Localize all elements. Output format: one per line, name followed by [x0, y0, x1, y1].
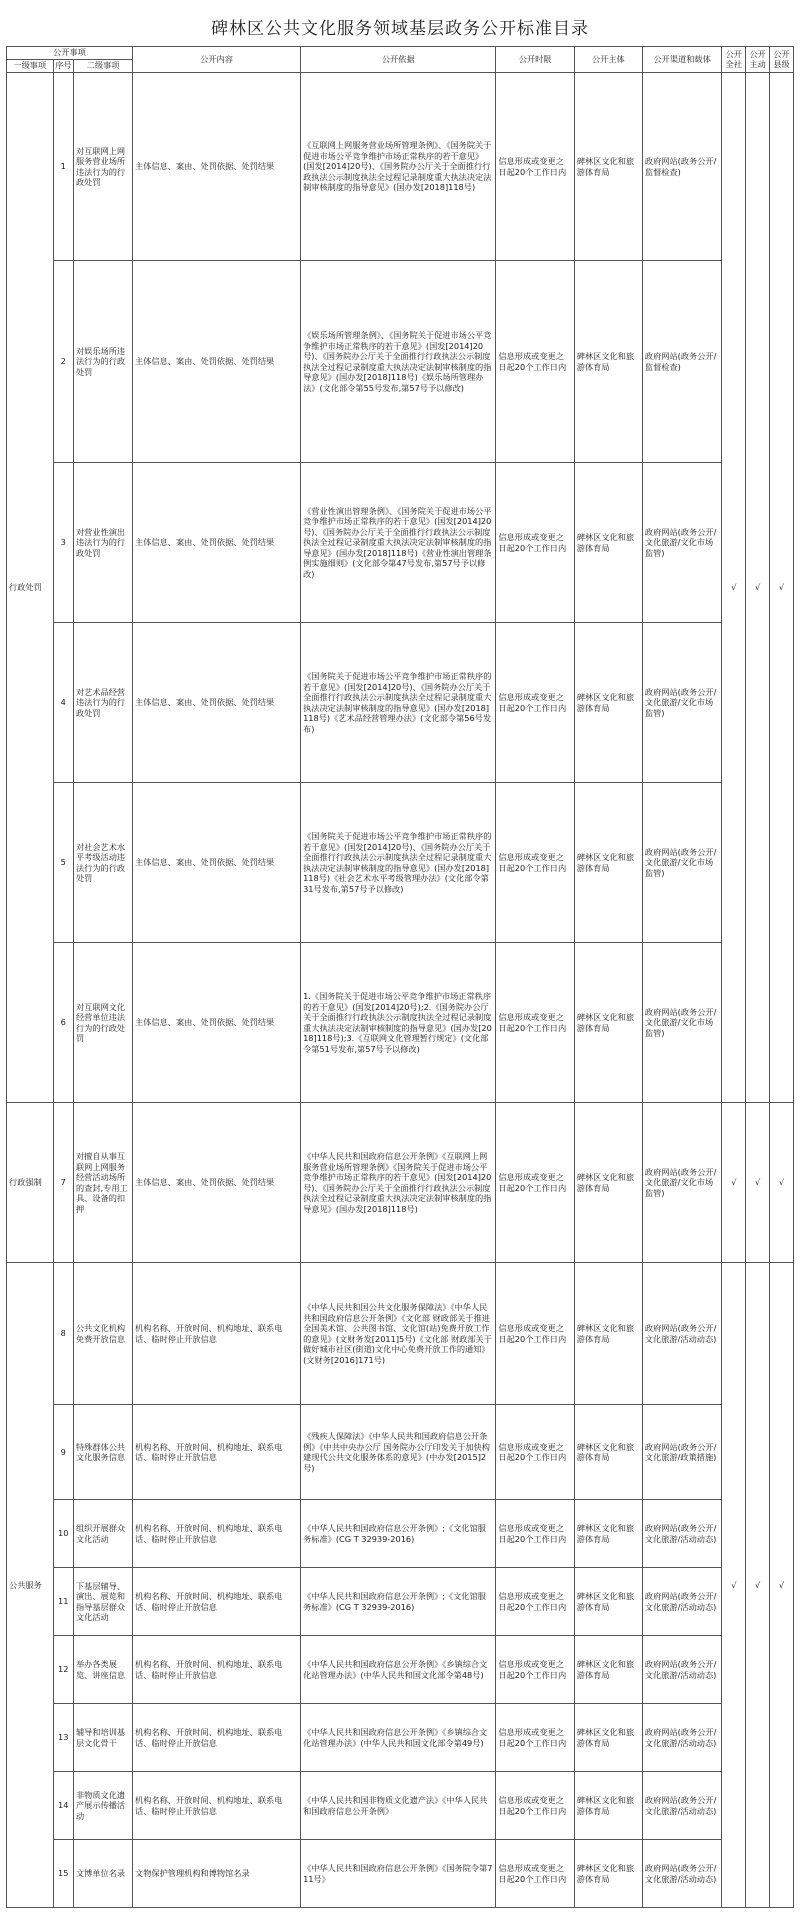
all-society-mark: √ — [722, 1103, 746, 1263]
seq-cell: 8 — [53, 1263, 73, 1405]
content-cell: 主体信息、案由、处罚依据、处罚结果 — [133, 1103, 301, 1263]
subject-cell: 碑林区文化和旅游体育局 — [574, 1636, 642, 1704]
channel-cell: 政府网站(政务公开/文化旅游/活动动态) — [642, 1500, 721, 1568]
table-row — [7, 463, 794, 623]
channel-cell: 政府网站(政务公开/监督检查) — [642, 73, 721, 261]
table-row — [7, 1840, 794, 1908]
content-cell: 主体信息、案由、处罚依据、处罚结果 — [133, 463, 301, 623]
table-row — [7, 1500, 794, 1568]
catalog-table — [6, 46, 794, 1908]
table-row — [7, 1568, 794, 1636]
level2-cell: 举办各类展览、讲座信息 — [73, 1636, 132, 1704]
county-mark: √ — [770, 1103, 794, 1263]
basis-cell: 《娱乐场所管理条例》、《国务院关于促进市场公平竞争维护市场正常秩序的若干意见》(国发[2014]20号)、《国务院办公厅关于全面推行行政执法公示制度执法全过程记录制度重大执法决定法制审核制度的指导意见》(国办发[2018]118号)《娱乐场所管理办法》(文化部令第55号发布,第57号予以修改) — [301, 261, 496, 463]
level2-cell: 对互联网上网服务营业场所违法行为的行政处罚 — [73, 73, 132, 261]
header-row-top — [7, 47, 794, 60]
header-county: 公开县级 — [770, 47, 794, 73]
subject-cell: 碑林区文化和旅游体育局 — [574, 1840, 642, 1908]
seq-cell: 1 — [53, 73, 73, 261]
basis-cell: 《中华人民共和国政府信息公开条例》《互联网上网服务营业场所管理条例》《国务院关于促进市场公平竞争维护市场正常秩序的若干意见》(国发[2014]20号)、《国务院办公厅关于全面推行行政执法公示制度执法全过程记录制度重大执法决定法制审核制度的指导意见》(国办发[2018]118号) — [301, 1103, 496, 1263]
all-society-mark: √ — [722, 73, 746, 1103]
county-mark: √ — [770, 73, 794, 1103]
content-cell: 主体信息、案由、处罚依据、处罚结果 — [133, 261, 301, 463]
table-row — [7, 783, 794, 943]
level2-cell: 特殊群体公共文化服务信息 — [73, 1405, 132, 1500]
time-limit-cell: 信息形成或变更之日起20个工作日内 — [496, 1568, 574, 1636]
basis-cell: 《互联网上网服务营业场所管理条例》、《国务院关于促进市场公平竞争维护市场正常秩序的若干意见》(国发[2014]20号)、《国务院办公厅关于全面推行行政执法公示制度执法全过程记录制度重大执法决定法制审核制度的指导意见》(国办发[2018]118号) — [301, 73, 496, 261]
header-level2: 二级事项 — [73, 60, 132, 73]
content-cell: 文物保护管理机构和博物馆名录 — [133, 1840, 301, 1908]
content-cell: 机构名称、开放时间、机构地址、联系电话、临时停止开放信息 — [133, 1405, 301, 1500]
basis-cell: 《国务院关于促进市场公平竞争维护市场正常秩序的若干意见》(国发[2014]20号)、《国务院办公厅关于全面推行行政执法公示制度执法全过程记录制度重大执法决定法制审核制度的指导意见》(国办发[2018]118号)《艺术品经营管理办法》(文化部令第56号发布) — [301, 623, 496, 783]
channel-cell: 政府网站(政务公开/文化旅游/文化市场监管) — [642, 943, 721, 1103]
level2-cell: 对营业性演出违法行为的行政处罚 — [73, 463, 132, 623]
table-row — [7, 1704, 794, 1772]
subject-cell: 碑林区文化和旅游体育局 — [574, 463, 642, 623]
time-limit-cell: 信息形成或变更之日起20个工作日内 — [496, 783, 574, 943]
subject-cell: 碑林区文化和旅游体育局 — [574, 73, 642, 261]
subject-cell: 碑林区文化和旅游体育局 — [574, 1500, 642, 1568]
seq-cell: 11 — [53, 1568, 73, 1636]
channel-cell: 政府网站(政务公开/文化旅游/活动动态) — [642, 1568, 721, 1636]
subject-cell: 碑林区文化和旅游体育局 — [574, 261, 642, 463]
channel-cell: 政府网站(政务公开/文化旅游/活动动态) — [642, 1636, 721, 1704]
header-group: 公开事项 — [7, 47, 133, 60]
level2-cell: 非物质文化遗产展示传播活动 — [73, 1772, 132, 1840]
table-row — [7, 73, 794, 261]
header-channel: 公开渠道和载体 — [642, 47, 721, 73]
table-row — [7, 1405, 794, 1500]
time-limit-cell: 信息形成或变更之日起20个工作日内 — [496, 623, 574, 783]
seq-cell: 15 — [53, 1840, 73, 1908]
time-limit-cell: 信息形成或变更之日起20个工作日内 — [496, 1704, 574, 1772]
header-all-society: 公开全社 — [722, 47, 746, 73]
channel-cell: 政府网站(政务公开/文化旅游/政策措施) — [642, 1405, 721, 1500]
level2-cell: 文博单位名录 — [73, 1840, 132, 1908]
basis-cell: 《中华人民共和国政府信息公开条例》《乡镇综合文化站管理办法》(中华人民共和国文化部令第49号) — [301, 1704, 496, 1772]
level2-cell: 对艺术品经营违法行为的行政处罚 — [73, 623, 132, 783]
basis-cell: 《中华人民共和国政府信息公开条例》;《文化馆服务标准》(CG T 32939-2016) — [301, 1500, 496, 1568]
header-active: 公开主动 — [746, 47, 770, 73]
level1-cell: 行政强制 — [7, 1103, 54, 1263]
subject-cell: 碑林区文化和旅游体育局 — [574, 1405, 642, 1500]
basis-cell: 《中华人民共和国公共文化服务保障法》《中华人民共和国政府信息公开条例》《文化部 财政部关于推进全国美术馆、公共图书馆、文化馆(站)免费开放工作的意见》(文财务发[2011]5号)《文化部 财政部关于做好城市社区(街道)文化中心免费开放工作的通知》(文财务[2016]171号) — [301, 1263, 496, 1405]
seq-cell: 10 — [53, 1500, 73, 1568]
content-cell: 主体信息、案由、处罚依据、处罚结果 — [133, 73, 301, 261]
level2-cell: 对擅自从事互联网上网服务经营活动场所的查封,专用工具、设备的扣押 — [73, 1103, 132, 1263]
header-level1: 一级事项 — [7, 60, 54, 73]
level2-cell: 组织开展群众文化活动 — [73, 1500, 132, 1568]
table-body — [7, 47, 794, 1908]
channel-cell: 政府网站(政务公开/监督检查) — [642, 261, 721, 463]
basis-cell: 《国务院关于促进市场公平竞争维护市场正常秩序的若干意见》(国发[2014]20号)、《国务院办公厅关于全面推行行政执法公示制度执法全过程记录制度重大执法决定法制审核制度的指导意见》(国办发[2018]118号)《社会艺术水平考级管理办法》(文化部令第31号发布,第57号予以修改) — [301, 783, 496, 943]
seq-cell: 4 — [53, 623, 73, 783]
content-cell: 机构名称、开放时间、机构地址、联系电话、临时停止开放信息 — [133, 1704, 301, 1772]
level2-cell: 公共文化机构免费开放信息 — [73, 1263, 132, 1405]
subject-cell: 碑林区文化和旅游体育局 — [574, 783, 642, 943]
subject-cell: 碑林区文化和旅游体育局 — [574, 1704, 642, 1772]
time-limit-cell: 信息形成或变更之日起20个工作日内 — [496, 1840, 574, 1908]
seq-cell: 12 — [53, 1636, 73, 1704]
channel-cell: 政府网站(政务公开/文化旅游/活动动态) — [642, 1263, 721, 1405]
header-seq: 序号 — [53, 60, 73, 73]
seq-cell: 9 — [53, 1405, 73, 1500]
content-cell: 机构名称、开放时间、机构地址、联系电话、临时停止开放信息 — [133, 1636, 301, 1704]
content-cell: 主体信息、案由、处罚依据、处罚结果 — [133, 943, 301, 1103]
active-mark: √ — [746, 1263, 770, 1908]
seq-cell: 14 — [53, 1772, 73, 1840]
subject-cell: 碑林区文化和旅游体育局 — [574, 1263, 642, 1405]
content-cell: 机构名称、开放时间、机构地址、联系电话、临时停止开放信息 — [133, 1772, 301, 1840]
channel-cell: 政府网站(政务公开/文化旅游/活动动态) — [642, 1772, 721, 1840]
content-cell: 主体信息、案由、处罚依据、处罚结果 — [133, 623, 301, 783]
subject-cell: 碑林区文化和旅游体育局 — [574, 1568, 642, 1636]
subject-cell: 碑林区文化和旅游体育局 — [574, 1772, 642, 1840]
basis-cell: 1.《国务院关于促进市场公平竞争维护市场正常秩序的若干意见》(国发[2014]20号);2.《国务院办公厅关于全面推行行政执法公示制度执法全过程记录制度重大执法决定法制审核制度的指导意见》(国办发[2018]118号);3.《互联网文化管理暂行规定》(文化部令第51号发布,第57号予以修改) — [301, 943, 496, 1103]
seq-cell: 6 — [53, 943, 73, 1103]
header-content: 公开内容 — [133, 47, 301, 73]
county-mark: √ — [770, 1263, 794, 1908]
table-row — [7, 943, 794, 1103]
subject-cell: 碑林区文化和旅游体育局 — [574, 623, 642, 783]
seq-cell: 3 — [53, 463, 73, 623]
basis-cell: 《中华人民共和国政府信息公开条例》;《文化馆服务标准》(CG T 32939-2016) — [301, 1568, 496, 1636]
level1-cell: 行政处罚 — [7, 73, 54, 1103]
seq-cell: 5 — [53, 783, 73, 943]
time-limit-cell: 信息形成或变更之日起20个工作日内 — [496, 943, 574, 1103]
active-mark: √ — [746, 1103, 770, 1263]
table-row — [7, 1263, 794, 1405]
header-basis: 公开依据 — [301, 47, 496, 73]
content-cell: 机构名称、开放时间、机构地址、联系电话、临时停止开放信息 — [133, 1568, 301, 1636]
seq-cell: 7 — [53, 1103, 73, 1263]
subject-cell: 碑林区文化和旅游体育局 — [574, 1103, 642, 1263]
channel-cell: 政府网站(政务公开/文化旅游/文化市场监管) — [642, 463, 721, 623]
header-subject: 公开主体 — [574, 47, 642, 73]
seq-cell: 13 — [53, 1704, 73, 1772]
content-cell: 机构名称、开放时间、机构地址、联系电话、临时停止开放信息 — [133, 1500, 301, 1568]
seq-cell: 2 — [53, 261, 73, 463]
table-row — [7, 1103, 794, 1263]
document-title: 碑林区公共文化服务领域基层政务公开标准目录 — [211, 19, 589, 39]
table-row — [7, 1636, 794, 1704]
header-time-limit: 公开时限 — [496, 47, 574, 73]
level2-cell: 下基层辅导、演出、展览和指导基层群众文化活动 — [73, 1568, 132, 1636]
level2-cell: 对互联网文化经营单位违法行为的行政处罚 — [73, 943, 132, 1103]
channel-cell: 政府网站(政务公开/文化旅游/文化市场监管) — [642, 1103, 721, 1263]
time-limit-cell: 信息形成或变更之日起20个工作日内 — [496, 1636, 574, 1704]
basis-cell: 《营业性演出管理条例》、《国务院关于促进市场公平竞争维护市场正常秩序的若干意见》(国发[2014]20号)、《国务院办公厅关于全面推行行政执法公示制度执法全过程记录制度重大执法决定法制审核制度的指导意见》(国办发[2018]118号)《营业性演出管理条例实施细则》(文化部令第47号发布,第57号予以修改) — [301, 463, 496, 623]
content-cell: 机构名称、开放时间、机构地址、联系电话、临时停止开放信息 — [133, 1263, 301, 1405]
channel-cell: 政府网站(政务公开/文化旅游/活动动态) — [642, 1704, 721, 1772]
level1-cell: 公共服务 — [7, 1263, 54, 1908]
table-row — [7, 623, 794, 783]
basis-cell: 《中华人民共和国政府信息公开条例》《国务院令第711号》 — [301, 1840, 496, 1908]
time-limit-cell: 信息形成或变更之日起20个工作日内 — [496, 1500, 574, 1568]
channel-cell: 政府网站(政务公开/文化旅游/文化市场监管) — [642, 783, 721, 943]
channel-cell: 政府网站(政务公开/文化旅游/文化市场监管) — [642, 623, 721, 783]
time-limit-cell: 信息形成或变更之日起20个工作日内 — [496, 73, 574, 261]
basis-cell: 《中华人民共和国政府信息公开条例》《乡镇综合文化站管理办法》(中华人民共和国文化部令第48号) — [301, 1636, 496, 1704]
time-limit-cell: 信息形成或变更之日起20个工作日内 — [496, 261, 574, 463]
time-limit-cell: 信息形成或变更之日起20个工作日内 — [496, 463, 574, 623]
time-limit-cell: 信息形成或变更之日起20个工作日内 — [496, 1405, 574, 1500]
table-row — [7, 1772, 794, 1840]
all-society-mark: √ — [722, 1263, 746, 1908]
content-cell: 主体信息、案由、处罚依据、处罚结果 — [133, 783, 301, 943]
active-mark: √ — [746, 73, 770, 1103]
time-limit-cell: 信息形成或变更之日起20个工作日内 — [496, 1772, 574, 1840]
time-limit-cell: 信息形成或变更之日起20个工作日内 — [496, 1103, 574, 1263]
channel-cell: 政府网站(政务公开/文化旅游/活动动态) — [642, 1840, 721, 1908]
level2-cell: 对社会艺术水平考级活动违法行为的行政处罚 — [73, 783, 132, 943]
level2-cell: 辅导和培训基层文化骨干 — [73, 1704, 132, 1772]
table-row — [7, 261, 794, 463]
subject-cell: 碑林区文化和旅游体育局 — [574, 943, 642, 1103]
basis-cell: 《残疾人保障法》《中华人民共和国政府信息公开条例》《中共中央办公厅 国务院办公厅印发关于加快构建现代公共文化服务体系的意见》(中办发[2015]2号) — [301, 1405, 496, 1500]
basis-cell: 《中华人民共和国非物质文化遗产法》《中华人民共和国政府信息公开条例》 — [301, 1772, 496, 1840]
level2-cell: 对娱乐场所违法行为的行政处罚 — [73, 261, 132, 463]
time-limit-cell: 信息形成或变更之日起20个工作日内 — [496, 1263, 574, 1405]
